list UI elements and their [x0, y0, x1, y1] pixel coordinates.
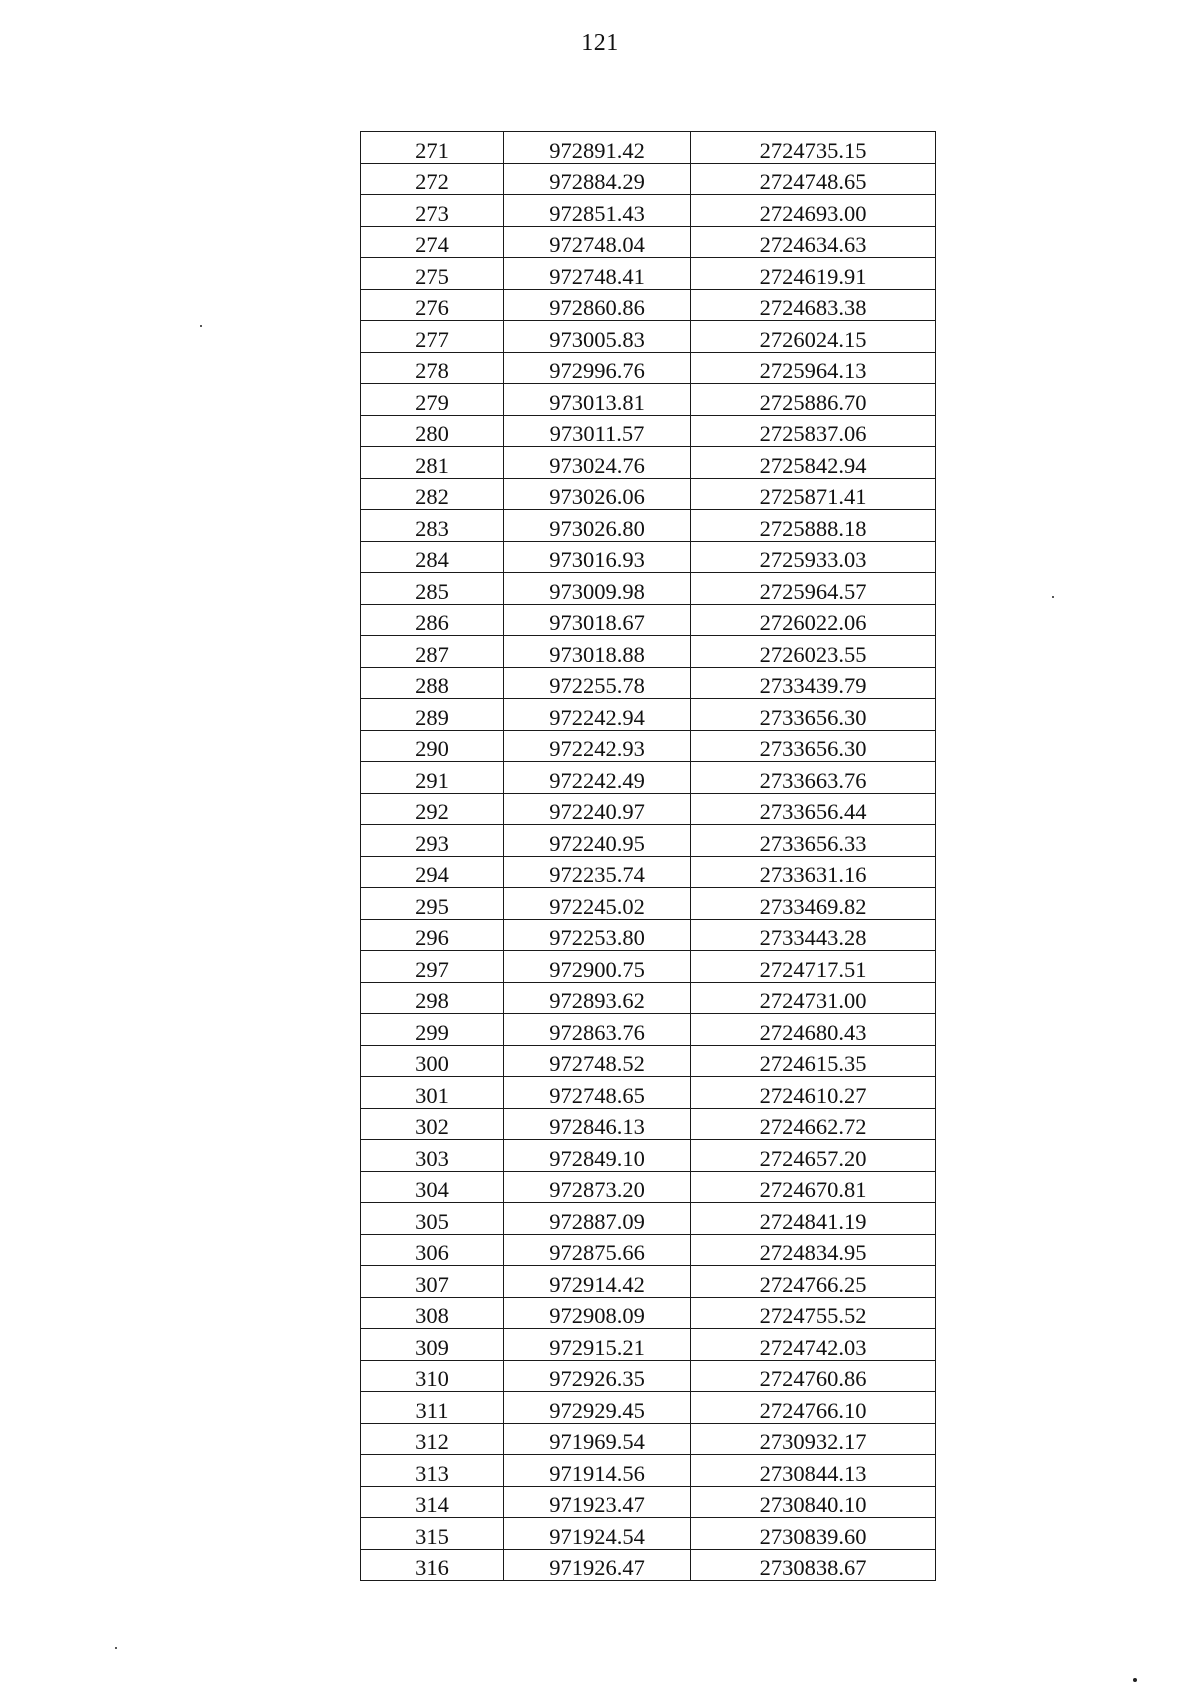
- y-coordinate-cell: 2724657.20: [691, 1140, 936, 1172]
- x-coordinate-cell: 972748.04: [504, 226, 691, 258]
- y-coordinate-cell: 2724841.19: [691, 1203, 936, 1235]
- point-number-cell: 271: [361, 132, 504, 164]
- table-row: [361, 699, 936, 731]
- x-coordinate-cell: 973026.80: [504, 510, 691, 542]
- table-row: [361, 919, 936, 951]
- table-row: [361, 1108, 936, 1140]
- point-number-cell: 305: [361, 1203, 504, 1235]
- y-coordinate-cell: 2725837.06: [691, 415, 936, 447]
- point-number-cell: 301: [361, 1077, 504, 1109]
- y-coordinate-cell: 2724634.63: [691, 226, 936, 258]
- table-row: [361, 667, 936, 699]
- x-coordinate-cell: 973013.81: [504, 384, 691, 416]
- point-number-cell: 276: [361, 289, 504, 321]
- y-coordinate-cell: 2725933.03: [691, 541, 936, 573]
- y-coordinate-cell: 2733439.79: [691, 667, 936, 699]
- point-number-cell: 295: [361, 888, 504, 920]
- table-row: [361, 163, 936, 195]
- point-number-cell: 274: [361, 226, 504, 258]
- y-coordinate-cell: 2724619.91: [691, 258, 936, 290]
- x-coordinate-cell: 972875.66: [504, 1234, 691, 1266]
- y-coordinate-cell: 2724766.10: [691, 1392, 936, 1424]
- scan-speck: [1052, 596, 1054, 598]
- point-number-cell: 289: [361, 699, 504, 731]
- point-number-cell: 288: [361, 667, 504, 699]
- x-coordinate-cell: 973005.83: [504, 321, 691, 353]
- table-row: [361, 258, 936, 290]
- y-coordinate-cell: 2730844.13: [691, 1455, 936, 1487]
- x-coordinate-cell: 971923.47: [504, 1486, 691, 1518]
- scan-speck: [200, 325, 202, 327]
- table-row: [361, 825, 936, 857]
- y-coordinate-cell: 2730840.10: [691, 1486, 936, 1518]
- point-number-cell: 291: [361, 762, 504, 794]
- x-coordinate-cell: 972846.13: [504, 1108, 691, 1140]
- x-coordinate-cell: 972242.94: [504, 699, 691, 731]
- point-number-cell: 308: [361, 1297, 504, 1329]
- point-number-cell: 310: [361, 1360, 504, 1392]
- table-row: [361, 1077, 936, 1109]
- y-coordinate-cell: 2733656.30: [691, 730, 936, 762]
- x-coordinate-cell: 971924.54: [504, 1518, 691, 1550]
- point-number-cell: 300: [361, 1045, 504, 1077]
- x-coordinate-cell: 973024.76: [504, 447, 691, 479]
- x-coordinate-cell: 971969.54: [504, 1423, 691, 1455]
- point-number-cell: 278: [361, 352, 504, 384]
- table-row: [361, 478, 936, 510]
- scan-speck: [1133, 1678, 1137, 1682]
- y-coordinate-cell: 2724717.51: [691, 951, 936, 983]
- table-row: [361, 132, 936, 164]
- table-row: [361, 1266, 936, 1298]
- y-coordinate-cell: 2730932.17: [691, 1423, 936, 1455]
- table-row: [361, 573, 936, 605]
- x-coordinate-cell: 973009.98: [504, 573, 691, 605]
- y-coordinate-cell: 2724766.25: [691, 1266, 936, 1298]
- x-coordinate-cell: 972926.35: [504, 1360, 691, 1392]
- point-number-cell: 294: [361, 856, 504, 888]
- x-coordinate-cell: 972245.02: [504, 888, 691, 920]
- y-coordinate-cell: 2733656.30: [691, 699, 936, 731]
- x-coordinate-cell: 972235.74: [504, 856, 691, 888]
- table-row: [361, 195, 936, 227]
- table-row: [361, 415, 936, 447]
- point-number-cell: 298: [361, 982, 504, 1014]
- point-number-cell: 299: [361, 1014, 504, 1046]
- table-row: [361, 1329, 936, 1361]
- y-coordinate-cell: 2724731.00: [691, 982, 936, 1014]
- x-coordinate-cell: 972240.97: [504, 793, 691, 825]
- table-row: [361, 384, 936, 416]
- x-coordinate-cell: 972884.29: [504, 163, 691, 195]
- x-coordinate-cell: 972873.20: [504, 1171, 691, 1203]
- point-number-cell: 296: [361, 919, 504, 951]
- x-coordinate-cell: 972893.62: [504, 982, 691, 1014]
- table-row: [361, 982, 936, 1014]
- x-coordinate-cell: 972887.09: [504, 1203, 691, 1235]
- table-row: [361, 856, 936, 888]
- table-row: [361, 510, 936, 542]
- x-coordinate-cell: 972914.42: [504, 1266, 691, 1298]
- y-coordinate-cell: 2733631.16: [691, 856, 936, 888]
- point-number-cell: 312: [361, 1423, 504, 1455]
- table-row: [361, 1140, 936, 1172]
- y-coordinate-cell: 2724748.65: [691, 163, 936, 195]
- coordinate-table-body: [361, 132, 936, 1581]
- table-row: [361, 1360, 936, 1392]
- y-coordinate-cell: 2724760.86: [691, 1360, 936, 1392]
- y-coordinate-cell: 2733443.28: [691, 919, 936, 951]
- x-coordinate-cell: 973016.93: [504, 541, 691, 573]
- x-coordinate-cell: 972242.93: [504, 730, 691, 762]
- point-number-cell: 282: [361, 478, 504, 510]
- coordinate-table: [360, 131, 936, 1581]
- x-coordinate-cell: 973011.57: [504, 415, 691, 447]
- table-row: [361, 888, 936, 920]
- table-row: [361, 1014, 936, 1046]
- y-coordinate-cell: 2724834.95: [691, 1234, 936, 1266]
- point-number-cell: 287: [361, 636, 504, 668]
- y-coordinate-cell: 2724735.15: [691, 132, 936, 164]
- point-number-cell: 309: [361, 1329, 504, 1361]
- point-number-cell: 302: [361, 1108, 504, 1140]
- point-number-cell: 281: [361, 447, 504, 479]
- table-row: [361, 1297, 936, 1329]
- point-number-cell: 279: [361, 384, 504, 416]
- x-coordinate-cell: 973026.06: [504, 478, 691, 510]
- table-row: [361, 1234, 936, 1266]
- y-coordinate-cell: 2730838.67: [691, 1549, 936, 1581]
- x-coordinate-cell: 972748.65: [504, 1077, 691, 1109]
- table-row: [361, 1486, 936, 1518]
- x-coordinate-cell: 972255.78: [504, 667, 691, 699]
- point-number-cell: 283: [361, 510, 504, 542]
- x-coordinate-cell: 972748.41: [504, 258, 691, 290]
- table-row: [361, 1423, 936, 1455]
- table-row: [361, 1549, 936, 1581]
- point-number-cell: 304: [361, 1171, 504, 1203]
- table-row: [361, 1171, 936, 1203]
- y-coordinate-cell: 2725871.41: [691, 478, 936, 510]
- table-row: [361, 226, 936, 258]
- y-coordinate-cell: 2733663.76: [691, 762, 936, 794]
- table-row: [361, 636, 936, 668]
- x-coordinate-cell: 972900.75: [504, 951, 691, 983]
- table-row: [361, 447, 936, 479]
- table-row: [361, 604, 936, 636]
- x-coordinate-cell: 972748.52: [504, 1045, 691, 1077]
- x-coordinate-cell: 973018.67: [504, 604, 691, 636]
- x-coordinate-cell: 972929.45: [504, 1392, 691, 1424]
- y-coordinate-cell: 2725964.13: [691, 352, 936, 384]
- y-coordinate-cell: 2725888.18: [691, 510, 936, 542]
- point-number-cell: 272: [361, 163, 504, 195]
- point-number-cell: 315: [361, 1518, 504, 1550]
- x-coordinate-cell: 972240.95: [504, 825, 691, 857]
- table-row: [361, 1455, 936, 1487]
- x-coordinate-cell: 972891.42: [504, 132, 691, 164]
- y-coordinate-cell: 2725964.57: [691, 573, 936, 605]
- point-number-cell: 286: [361, 604, 504, 636]
- y-coordinate-cell: 2724662.72: [691, 1108, 936, 1140]
- point-number-cell: 290: [361, 730, 504, 762]
- table-row: [361, 352, 936, 384]
- y-coordinate-cell: 2724670.81: [691, 1171, 936, 1203]
- point-number-cell: 314: [361, 1486, 504, 1518]
- x-coordinate-cell: 971926.47: [504, 1549, 691, 1581]
- point-number-cell: 293: [361, 825, 504, 857]
- point-number-cell: 280: [361, 415, 504, 447]
- y-coordinate-cell: 2724683.38: [691, 289, 936, 321]
- point-number-cell: 316: [361, 1549, 504, 1581]
- y-coordinate-cell: 2724755.52: [691, 1297, 936, 1329]
- point-number-cell: 297: [361, 951, 504, 983]
- x-coordinate-cell: 971914.56: [504, 1455, 691, 1487]
- y-coordinate-cell: 2733656.33: [691, 825, 936, 857]
- page-number: 121: [581, 30, 619, 56]
- point-number-cell: 285: [361, 573, 504, 605]
- table-row: [361, 1518, 936, 1550]
- y-coordinate-cell: 2724615.35: [691, 1045, 936, 1077]
- point-number-cell: 273: [361, 195, 504, 227]
- table-row: [361, 1392, 936, 1424]
- x-coordinate-cell: 972908.09: [504, 1297, 691, 1329]
- y-coordinate-cell: 2733469.82: [691, 888, 936, 920]
- table-row: [361, 289, 936, 321]
- y-coordinate-cell: 2726024.15: [691, 321, 936, 353]
- x-coordinate-cell: 972253.80: [504, 919, 691, 951]
- table-row: [361, 541, 936, 573]
- x-coordinate-cell: 972851.43: [504, 195, 691, 227]
- point-number-cell: 277: [361, 321, 504, 353]
- y-coordinate-cell: 2724742.03: [691, 1329, 936, 1361]
- x-coordinate-cell: 972915.21: [504, 1329, 691, 1361]
- point-number-cell: 275: [361, 258, 504, 290]
- point-number-cell: 311: [361, 1392, 504, 1424]
- point-number-cell: 292: [361, 793, 504, 825]
- table-row: [361, 321, 936, 353]
- point-number-cell: 313: [361, 1455, 504, 1487]
- y-coordinate-cell: 2733656.44: [691, 793, 936, 825]
- x-coordinate-cell: 972863.76: [504, 1014, 691, 1046]
- y-coordinate-cell: 2730839.60: [691, 1518, 936, 1550]
- point-number-cell: 303: [361, 1140, 504, 1172]
- y-coordinate-cell: 2725842.94: [691, 447, 936, 479]
- table-row: [361, 793, 936, 825]
- y-coordinate-cell: 2725886.70: [691, 384, 936, 416]
- x-coordinate-cell: 972860.86: [504, 289, 691, 321]
- y-coordinate-cell: 2724680.43: [691, 1014, 936, 1046]
- table-row: [361, 730, 936, 762]
- x-coordinate-cell: 972242.49: [504, 762, 691, 794]
- table-row: [361, 1203, 936, 1235]
- x-coordinate-cell: 972996.76: [504, 352, 691, 384]
- table-row: [361, 951, 936, 983]
- y-coordinate-cell: 2724693.00: [691, 195, 936, 227]
- point-number-cell: 284: [361, 541, 504, 573]
- point-number-cell: 307: [361, 1266, 504, 1298]
- scan-speck: [115, 1647, 117, 1649]
- x-coordinate-cell: 972849.10: [504, 1140, 691, 1172]
- x-coordinate-cell: 973018.88: [504, 636, 691, 668]
- table-row: [361, 1045, 936, 1077]
- table-row: [361, 762, 936, 794]
- y-coordinate-cell: 2724610.27: [691, 1077, 936, 1109]
- y-coordinate-cell: 2726022.06: [691, 604, 936, 636]
- point-number-cell: 306: [361, 1234, 504, 1266]
- y-coordinate-cell: 2726023.55: [691, 636, 936, 668]
